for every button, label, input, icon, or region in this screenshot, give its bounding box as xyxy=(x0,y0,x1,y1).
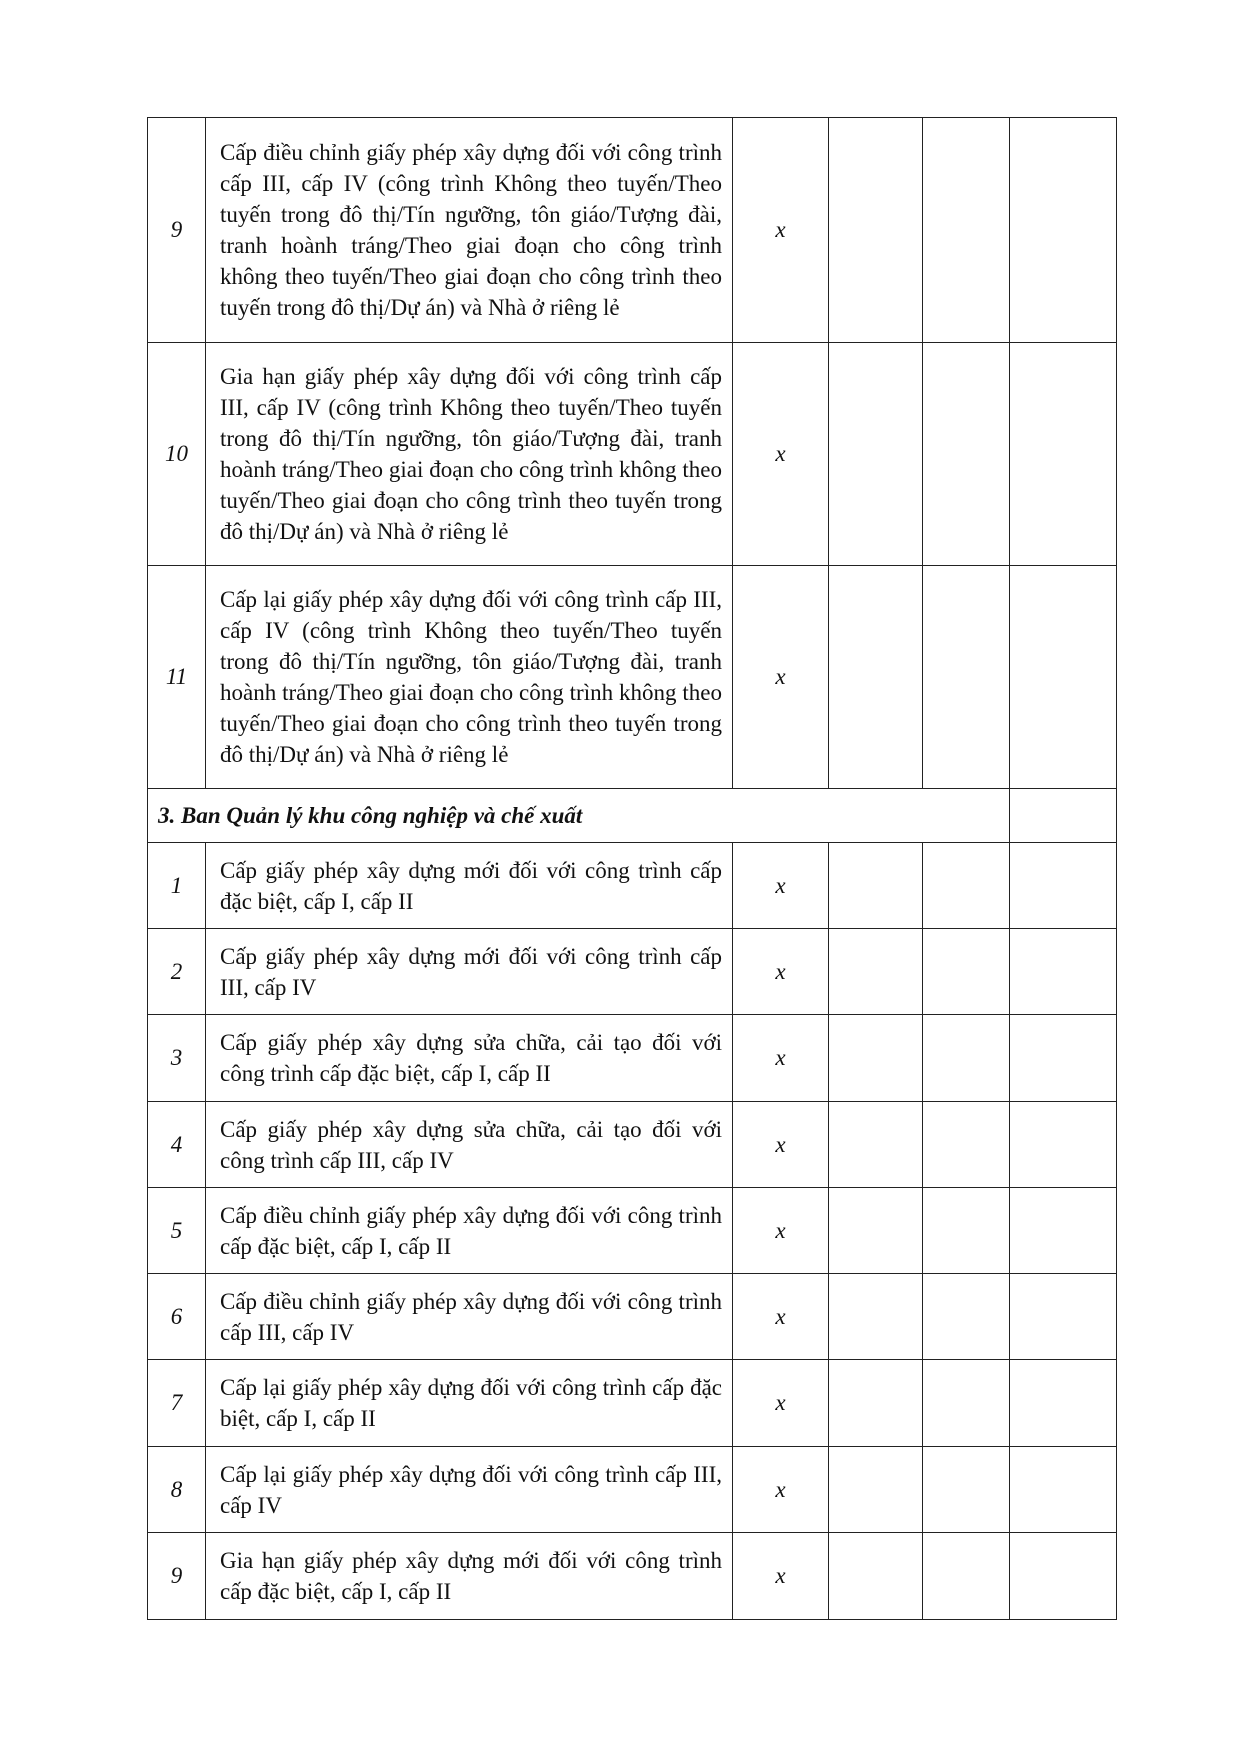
level-mark: x xyxy=(733,566,829,789)
level-mark: x xyxy=(733,1274,829,1360)
level-mark: x xyxy=(733,929,829,1015)
table-row xyxy=(148,1015,1117,1102)
empty-cell xyxy=(1010,118,1117,343)
empty-cell xyxy=(923,929,1010,1015)
row-number: 4 xyxy=(148,1102,206,1188)
row-number: 8 xyxy=(148,1447,206,1533)
procedure-name: Cấp giấy phép xây dựng mới đối với công trình cấp III, cấp IV xyxy=(206,929,733,1015)
section-row xyxy=(148,789,1117,843)
procedure-name: Cấp lại giấy phép xây dựng đối với công trình cấp III, cấp IV xyxy=(206,1447,733,1533)
empty-cell xyxy=(829,1274,923,1360)
row-number: 10 xyxy=(148,343,206,566)
row-number: 9 xyxy=(148,118,206,343)
empty-cell xyxy=(1010,1360,1117,1447)
procedure-name: Cấp điều chỉnh giấy phép xây dựng đối với công trình cấp III, cấp IV (công trình Không theo tuyến/Theo tuyến trong đô thị/Tín ngưỡng, tôn giáo/Tượng đài, tranh hoành tráng/Theo giai đoạn cho công trình không theo tuyến/Theo giai đoạn cho công trình theo tuyến trong đô thị/Dự án) và Nhà ở riêng lẻ xyxy=(206,118,733,343)
level-mark: x xyxy=(733,343,829,566)
table-row xyxy=(148,1533,1117,1620)
row-number: 7 xyxy=(148,1360,206,1447)
table-row xyxy=(148,1274,1117,1360)
empty-cell xyxy=(829,566,923,789)
table-row xyxy=(148,1102,1117,1188)
empty-cell xyxy=(829,929,923,1015)
row-number: 3 xyxy=(148,1015,206,1102)
empty-cell xyxy=(1010,1447,1117,1533)
section-title: 3. Ban Quản lý khu công nghiệp và chế xuất xyxy=(148,789,1010,843)
empty-cell xyxy=(829,843,923,929)
empty-cell xyxy=(829,118,923,343)
procedure-name: Cấp giấy phép xây dựng sửa chữa, cải tạo đối với công trình cấp III, cấp IV xyxy=(206,1102,733,1188)
procedure-name: Cấp điều chỉnh giấy phép xây dựng đối với công trình cấp III, cấp IV xyxy=(206,1274,733,1360)
empty-cell xyxy=(829,1102,923,1188)
empty-cell xyxy=(1010,343,1117,566)
table-row xyxy=(148,929,1117,1015)
empty-cell xyxy=(923,843,1010,929)
level-mark: x xyxy=(733,1447,829,1533)
empty-cell xyxy=(923,1188,1010,1274)
procedure-name: Gia hạn giấy phép xây dựng mới đối với công trình cấp đặc biệt, cấp I, cấp II xyxy=(206,1533,733,1620)
row-number: 1 xyxy=(148,843,206,929)
procedure-name: Gia hạn giấy phép xây dựng đối với công trình cấp III, cấp IV (công trình Không theo tuyến/Theo tuyến trong đô thị/Tín ngưỡng, tôn giáo/Tượng đài, tranh hoành tráng/Theo giai đoạn cho công trình không theo tuyến/Theo giai đoạn cho công trình theo tuyến trong đô thị/Dự án) và Nhà ở riêng lẻ xyxy=(206,343,733,566)
level-mark: x xyxy=(733,1015,829,1102)
empty-cell xyxy=(923,118,1010,343)
empty-cell xyxy=(829,1360,923,1447)
procedures-table xyxy=(147,117,1117,1620)
empty-cell xyxy=(923,1102,1010,1188)
empty-cell xyxy=(1010,929,1117,1015)
row-number: 6 xyxy=(148,1274,206,1360)
table-row xyxy=(148,843,1117,929)
empty-cell xyxy=(1010,1188,1117,1274)
empty-cell xyxy=(1010,1102,1117,1188)
level-mark: x xyxy=(733,1533,829,1620)
table-row xyxy=(148,566,1117,789)
empty-cell xyxy=(829,1015,923,1102)
empty-cell xyxy=(923,1447,1010,1533)
empty-cell xyxy=(923,566,1010,789)
empty-cell xyxy=(1010,789,1117,843)
procedure-name: Cấp lại giấy phép xây dựng đối với công trình cấp đặc biệt, cấp I, cấp II xyxy=(206,1360,733,1447)
level-mark: x xyxy=(733,1102,829,1188)
empty-cell xyxy=(1010,1533,1117,1620)
level-mark: x xyxy=(733,1188,829,1274)
table-row xyxy=(148,1188,1117,1274)
empty-cell xyxy=(829,1447,923,1533)
empty-cell xyxy=(923,1274,1010,1360)
empty-cell xyxy=(923,1533,1010,1620)
table-row xyxy=(148,1360,1117,1447)
level-mark: x xyxy=(733,1360,829,1447)
empty-cell xyxy=(1010,566,1117,789)
table-row xyxy=(148,1447,1117,1533)
procedure-name: Cấp điều chỉnh giấy phép xây dựng đối với công trình cấp đặc biệt, cấp I, cấp II xyxy=(206,1188,733,1274)
empty-cell xyxy=(923,1015,1010,1102)
empty-cell xyxy=(923,1360,1010,1447)
row-number: 2 xyxy=(148,929,206,1015)
row-number: 5 xyxy=(148,1188,206,1274)
row-number: 9 xyxy=(148,1533,206,1620)
procedure-name: Cấp giấy phép xây dựng sửa chữa, cải tạo đối với công trình cấp đặc biệt, cấp I, cấp II xyxy=(206,1015,733,1102)
empty-cell xyxy=(1010,843,1117,929)
empty-cell xyxy=(829,343,923,566)
row-number: 11 xyxy=(148,566,206,789)
procedure-name: Cấp giấy phép xây dựng mới đối với công trình cấp đặc biệt, cấp I, cấp II xyxy=(206,843,733,929)
empty-cell xyxy=(1010,1274,1117,1360)
empty-cell xyxy=(829,1188,923,1274)
procedure-name: Cấp lại giấy phép xây dựng đối với công trình cấp III, cấp IV (công trình Không theo tuyến/Theo tuyến trong đô thị/Tín ngưỡng, tôn giáo/Tượng đài, tranh hoành tráng/Theo giai đoạn cho công trình không theo tuyến/Theo giai đoạn cho công trình theo tuyến trong đô thị/Dự án) và Nhà ở riêng lẻ xyxy=(206,566,733,789)
table-row xyxy=(148,118,1117,343)
level-mark: x xyxy=(733,118,829,343)
empty-cell xyxy=(1010,1015,1117,1102)
empty-cell xyxy=(923,343,1010,566)
empty-cell xyxy=(829,1533,923,1620)
level-mark: x xyxy=(733,843,829,929)
table-row xyxy=(148,343,1117,566)
